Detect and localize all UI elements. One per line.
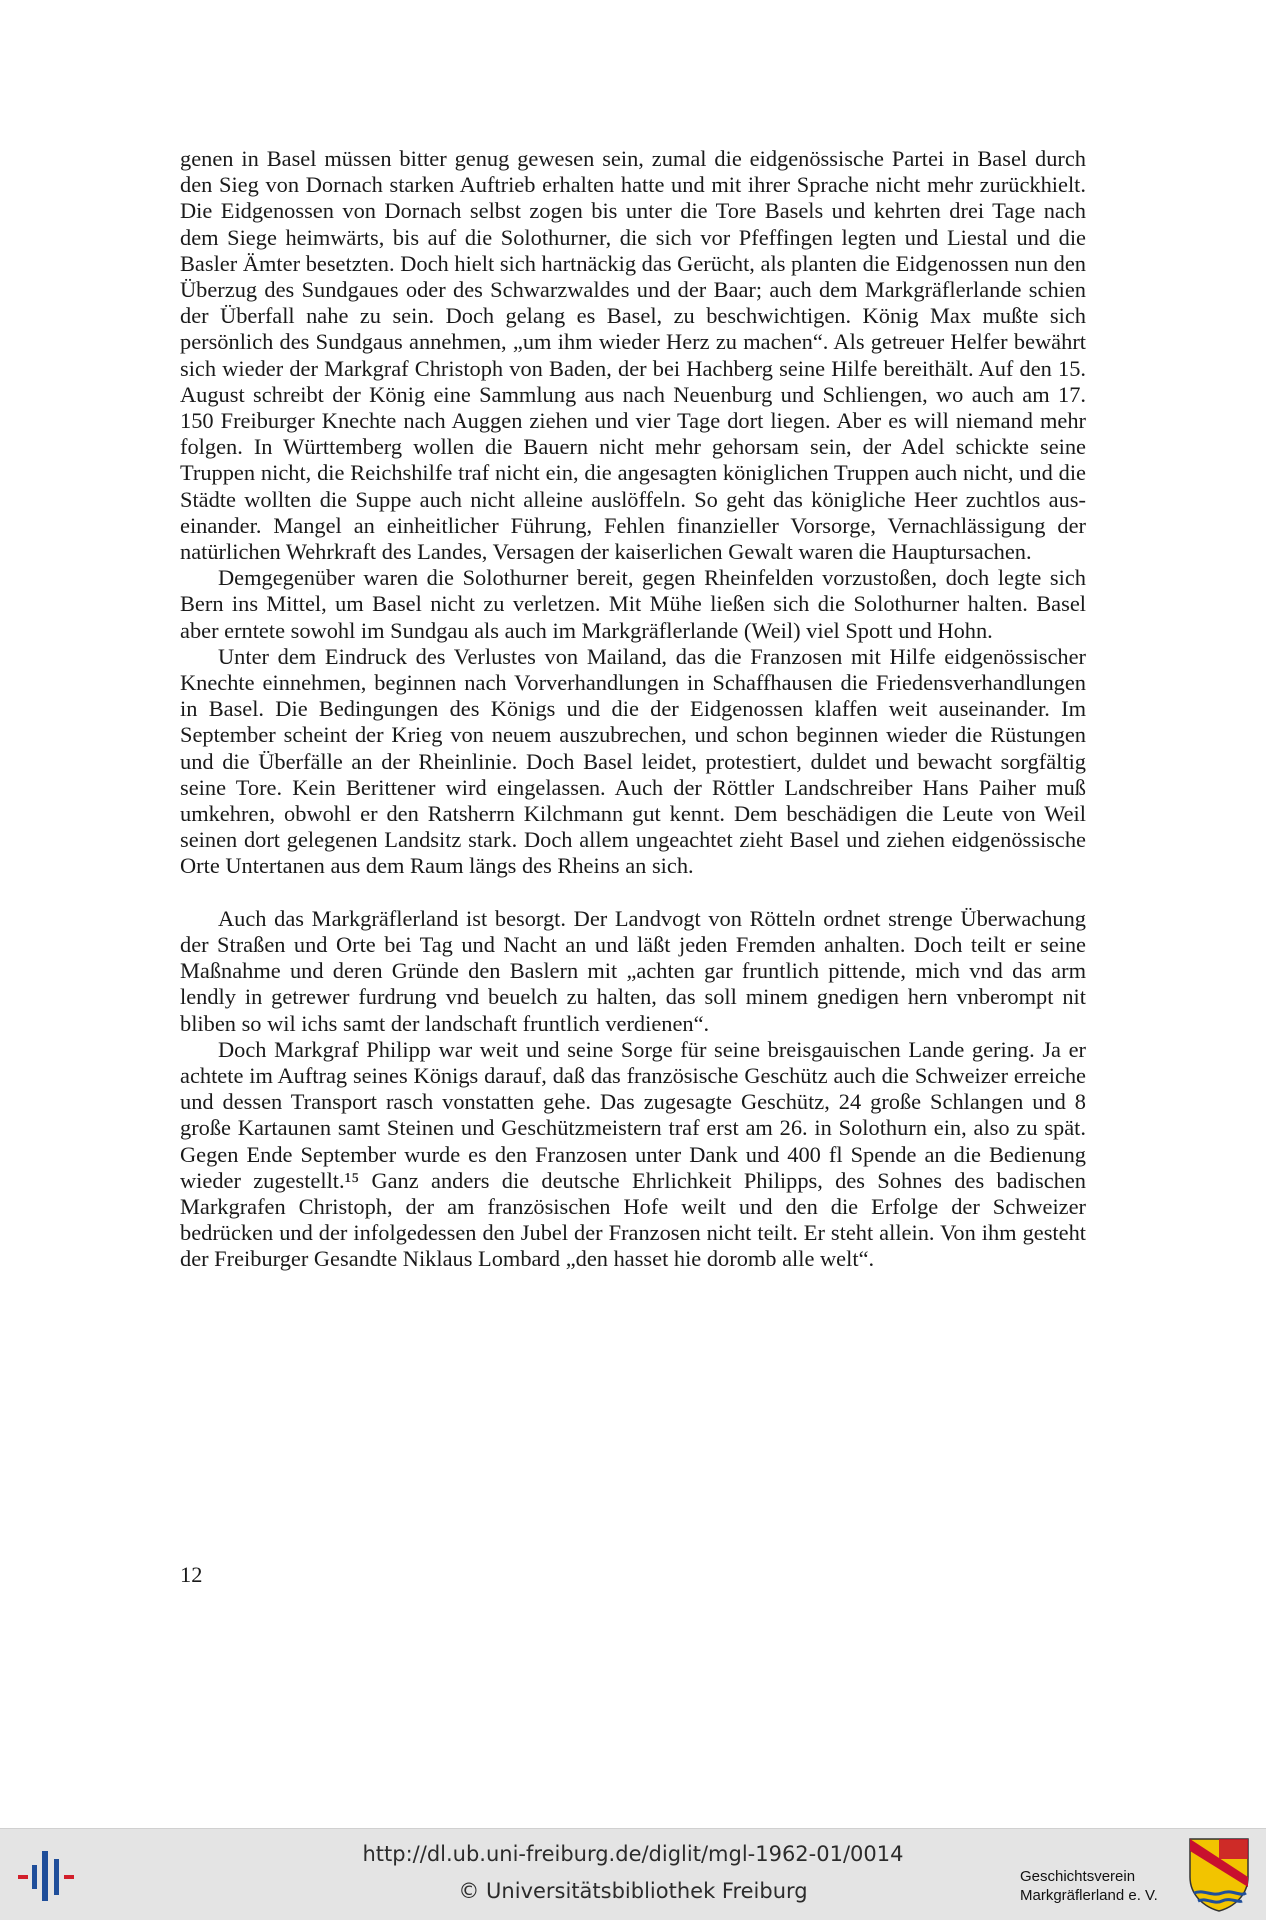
- society-name: [1020, 1867, 1180, 1905]
- coat-of-arms-icon: [1188, 1837, 1250, 1913]
- society-name-line-2: Markgräflerland e. V.: [1020, 1887, 1158, 1904]
- viewer-footer: [0, 1828, 1266, 1920]
- paragraph-3: Unter dem Eindruck des Verlustes von Mailand, das die Franzosen mit Hilfe eidgenössischer Knechte einnehmen, beginnen nach Vorverhandlungen in Schaffhausen die Friedensverhandlungen in Basel. Die Bedingungen des Königs und die der Eidgenossen klaffen weit auseinander. Im September scheint der Krieg von neuem auszubrechen, und schon beginnen wieder die Rüstungen und die Überfälle an der Rheinlinie. Doch Basel leidet, protestiert, duldet und bewacht sorgfältig seine Tore. Kein Berittener wird eingelassen. Auch der Röttler Landschreiber Hans Paiher muß umkehren, obwohl er den Ratsherrn Kilchmann gut kennt. Dem beschädigen die Leute von Weil seinen dort gelegenen Landsitz stark. Doch allem ungeachtet zieht Basel und ziehen eidgenössische Orte Untertanen aus dem Raum längs des Rheins an sich.: [180, 643, 1086, 879]
- permalink-link[interactable]: http://dl.ub.uni-freiburg.de/diglit/mgl-1962-01/0014: [362, 1842, 904, 1866]
- society-name-line-1: Geschichtsverein: [1020, 1868, 1136, 1885]
- paragraph-5: Doch Markgraf Philipp war weit und seine Sorge für seine breisgauischen Lande gering. Ja er achtete im Auftrag seines Königs darauf, daß das französische Geschütz auch die Schweizer erreiche und dessen Transport rasch vonstatten gehe. Das zugesagte Geschütz, 24 große Schlangen und 8 große Kartaunen samt Steinen und Geschützmeistern traf erst am 26. in Solothurn ein, also zu spät. Gegen Ende September wurde es den Franzosen unter Dank und 400 fl Spende an die Bedienung wieder zugestellt.¹⁵ Ganz anders die deutsche Ehrlichkeit Philipps, des Sohnes des badischen Markgrafen Christoph, der am französischen Hofe weilt und den die Erfolge der Schweizer bedrücken und der infolgedessen den Jubel der Franzosen nicht teilt. Er steht allein. Von ihm gesteht der Freiburger Gesandte Niklaus Lombard „den hasset hie doromb alle welt“.: [180, 1036, 1086, 1272]
- paragraph-1: genen in Basel müssen bitter genug gewesen sein, zumal die eidgenössische Partei in Basel durch den Sieg von Dornach starken Auftrieb erhalten hatte und mit ihrer Sprache nicht mehr zurückhielt. Die Eidgenossen von Dornach selbst zogen bis unter die Tore Basels und kehrten drei Tage nach dem Siege heimwärts, bis auf die Solothurner, die sich vor Pfeffingen legten und Liestal und die Basler Ämter besetzten. Doch hielt sich hartnäckig das Gerücht, als planten die Eidgenossen nun den Überzug des Sundgaues oder des Schwarzwaldes und der Baar; auch dem Markgräflerlande schien der Überfall nahe zu sein. Doch gelang es Basel, zu beschwichtigen. König Max mußte sich persönlich des Sundgaus annehmen, „um ihm wieder Herz zu machen“. Als getreuer Helfer bewährt sich wieder der Markgraf Christoph von Baden, der bei Hachberg seine Hilfe bereithält. Auf den 15. August schreibt der König eine Sammlung aus nach Neuenburg und Schliengen, wo auch am 17. 150 Freiburger Knechte nach Auggen ziehen und vier Tage dort liegen. Aber es will niemand mehr folgen. In Württemberg wollen die Bauern nicht mehr gehorsam sein, der Adel schickte seine Truppen nicht, die Reichshilfe traf nicht ein, die angesagten königlichen Truppen auch nicht, und die Städte wollten die Suppe auch nicht alleine auslöffeln. So geht das königliche Heer zuchtlos auseinander. Mangel an einheitlicher Führung, Fehlen finanzieller Vorsorge, Vernachlässigung der natürlichen Wehrkraft des Landes, Versagen der kaiserlichen Gewalt waren die Hauptursachen.: [180, 146, 1086, 565]
- paragraph-2: Demgegenüber waren die Solothurner bereit, gegen Rheinfelden vorzustoßen, doch legte sich Bern ins Mittel, um Basel nicht zu verletzen. Mit Mühe ließen sich die Solothurner halten. Basel aber erntete sowohl im Sundgau als auch im Markgräflerlande (Weil) viel Spott und Hohn.: [180, 565, 1086, 643]
- paragraph-4: Auch das Markgräflerland ist besorgt. Der Landvogt von Rötteln ordnet strenge Überwachung der Straßen und Orte bei Tag und Nacht an und läßt jeden Fremden anhalten. Doch teilt er seine Maßnahme und deren Gründe den Baslern mit „achten gar fruntlich pittende, mich vnd das arm lendly in getrewer furdrung vnd beuelch zu halten, das soll minem gnedigen hern vnberompt nit bliben so wil ichs samt der landschaft fruntlich verdienen“.: [180, 905, 1086, 1036]
- section-divider-space: [180, 880, 1086, 906]
- page-body: [180, 146, 1086, 1273]
- page-number: 12: [180, 1562, 203, 1587]
- copyright-notice: © Universitätsbibliothek Freiburg: [458, 1879, 808, 1903]
